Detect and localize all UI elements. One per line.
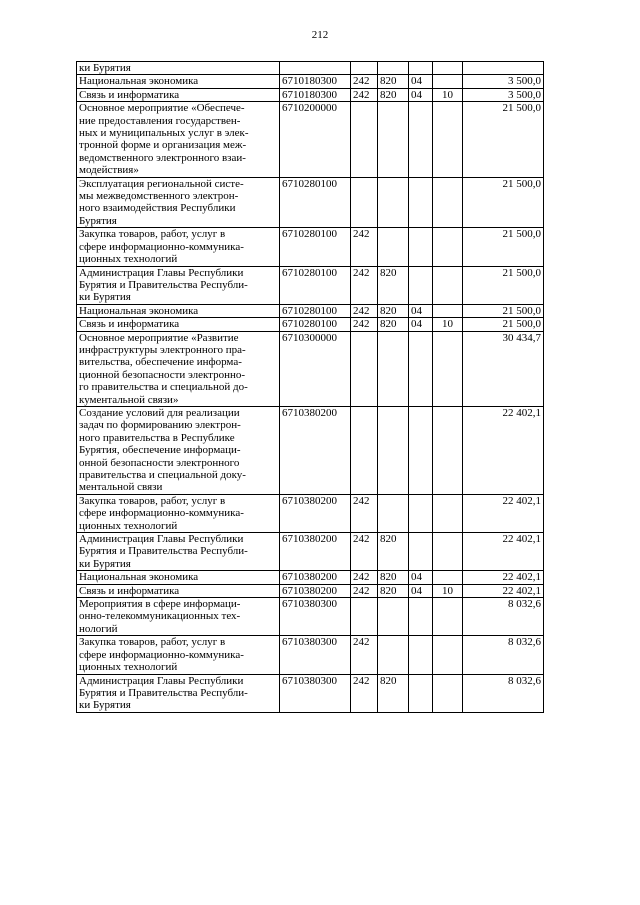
budget-table — [76, 61, 544, 713]
page-number: 212 — [311, 29, 329, 41]
row-vr-cell: 242 — [351, 636, 378, 674]
row-rz-cell: 04 — [409, 584, 433, 597]
row-name-cell: Национальная экономика — [77, 571, 280, 584]
table-row — [77, 304, 544, 317]
row-csr-cell: 6710380200 — [280, 571, 351, 584]
row-pr-cell — [433, 494, 463, 532]
row-sum-cell: 8 032,6 — [463, 636, 544, 674]
table-row — [77, 177, 544, 228]
row-name-cell: Администрация Главы Республики Бурятия и Правительства Республи- ки Бурятия — [77, 674, 280, 712]
row-vr-cell: 242 — [351, 318, 378, 331]
row-rz-cell — [409, 406, 433, 494]
table-row — [77, 533, 544, 571]
row-name-cell: Основное мероприятие «Развитие инфраструктуры электронного пра- вительства, обеспечение информа- ционной безопасности электронно- го правительства и специальной до- кументальной связи» — [77, 331, 280, 406]
row-sum-cell: 8 032,6 — [463, 598, 544, 636]
row-csr-cell: 6710380300 — [280, 674, 351, 712]
table-row — [77, 494, 544, 532]
table-row — [77, 62, 544, 75]
row-vr-cell: 242 — [351, 494, 378, 532]
row-sum-cell: 21 500,0 — [463, 177, 544, 228]
row-rz-cell — [409, 598, 433, 636]
row-csr-cell: 6710280100 — [280, 304, 351, 317]
table-row — [77, 674, 544, 712]
row-csr-cell: 6710300000 — [280, 331, 351, 406]
row-rz-cell — [409, 177, 433, 228]
row-name-cell: Национальная экономика — [77, 75, 280, 88]
row-pr-cell: 10 — [433, 584, 463, 597]
row-sum-cell: 22 402,1 — [463, 571, 544, 584]
row-grbs-cell — [378, 102, 409, 177]
row-pr-cell: 10 — [433, 318, 463, 331]
row-csr-cell: 6710380300 — [280, 598, 351, 636]
row-rz-cell — [409, 228, 433, 266]
row-grbs-cell — [378, 636, 409, 674]
row-grbs-cell: 820 — [378, 304, 409, 317]
row-sum-cell: 3 500,0 — [463, 75, 544, 88]
row-pr-cell — [433, 533, 463, 571]
row-name-cell: Закупка товаров, работ, услуг в сфере информационно-коммуника- ционных технологий — [77, 228, 280, 266]
row-grbs-cell: 820 — [378, 266, 409, 304]
row-pr-cell: 10 — [433, 88, 463, 101]
row-pr-cell — [433, 674, 463, 712]
row-sum-cell: 22 402,1 — [463, 494, 544, 532]
row-name-cell: Администрация Главы Республики Бурятия и Правительства Республи- ки Бурятия — [77, 533, 280, 571]
row-pr-cell — [433, 571, 463, 584]
row-pr-cell — [433, 228, 463, 266]
row-grbs-cell: 820 — [378, 571, 409, 584]
row-grbs-cell — [378, 494, 409, 532]
row-sum-cell: 21 500,0 — [463, 266, 544, 304]
row-sum-cell — [463, 62, 544, 75]
row-name-cell: Закупка товаров, работ, услуг в сфере информационно-коммуника- ционных технологий — [77, 494, 280, 532]
row-rz-cell — [409, 266, 433, 304]
row-pr-cell — [433, 636, 463, 674]
table-row — [77, 571, 544, 584]
row-vr-cell: 242 — [351, 584, 378, 597]
row-grbs-cell: 820 — [378, 584, 409, 597]
table-row — [77, 318, 544, 331]
row-rz-cell — [409, 494, 433, 532]
row-name-cell: Эксплуатация региональной систе- мы межведомственного электрон- ного взаимодействия Республики Бурятия — [77, 177, 280, 228]
row-grbs-cell — [378, 228, 409, 266]
row-name-cell: Связь и информатика — [77, 584, 280, 597]
row-csr-cell: 6710380200 — [280, 494, 351, 532]
row-grbs-cell: 820 — [378, 88, 409, 101]
row-rz-cell — [409, 533, 433, 571]
row-pr-cell — [433, 406, 463, 494]
row-pr-cell — [433, 177, 463, 228]
row-csr-cell: 6710380300 — [280, 636, 351, 674]
row-csr-cell: 6710200000 — [280, 102, 351, 177]
row-vr-cell: 242 — [351, 266, 378, 304]
row-vr-cell: 242 — [351, 533, 378, 571]
row-rz-cell: 04 — [409, 304, 433, 317]
row-name-cell: Мероприятия в сфере информаци- онно-телекоммуникационных тех- нологий — [77, 598, 280, 636]
row-sum-cell: 21 500,0 — [463, 304, 544, 317]
budget-table-body — [77, 62, 544, 713]
row-pr-cell — [433, 75, 463, 88]
row-rz-cell: 04 — [409, 75, 433, 88]
row-rz-cell — [409, 62, 433, 75]
row-csr-cell: 6710380200 — [280, 406, 351, 494]
table-row — [77, 331, 544, 406]
row-name-cell: Администрация Главы Республики Бурятия и Правительства Республи- ки Бурятия — [77, 266, 280, 304]
row-sum-cell: 21 500,0 — [463, 228, 544, 266]
row-csr-cell: 6710280100 — [280, 228, 351, 266]
row-name-cell: ки Бурятия — [77, 62, 280, 75]
row-vr-cell: 242 — [351, 75, 378, 88]
row-csr-cell: 6710380200 — [280, 533, 351, 571]
row-sum-cell: 22 402,1 — [463, 533, 544, 571]
table-row — [77, 266, 544, 304]
row-vr-cell — [351, 331, 378, 406]
row-name-cell: Основное мероприятие «Обеспече- ние предоставления государствен- ных и муниципальных услуг в элек- тронной форме и организация меж- ведомственного электронного взаи- модействия» — [77, 102, 280, 177]
row-name-cell: Создание условий для реализации задач по формированию электрон- ного правительства в Республике Бурятия, обеспечение информаци- онной безопасности электронного правительства и специальной доку- ментальной связи — [77, 406, 280, 494]
row-grbs-cell: 820 — [378, 674, 409, 712]
row-vr-cell — [351, 102, 378, 177]
row-vr-cell: 242 — [351, 304, 378, 317]
table-row — [77, 406, 544, 494]
row-pr-cell — [433, 62, 463, 75]
row-grbs-cell: 820 — [378, 75, 409, 88]
row-pr-cell — [433, 102, 463, 177]
table-row — [77, 88, 544, 101]
row-sum-cell: 22 402,1 — [463, 584, 544, 597]
row-vr-cell: 242 — [351, 571, 378, 584]
row-grbs-cell: 820 — [378, 533, 409, 571]
row-rz-cell — [409, 674, 433, 712]
row-csr-cell: 6710280100 — [280, 266, 351, 304]
row-grbs-cell: 820 — [378, 318, 409, 331]
row-csr-cell: 6710180300 — [280, 88, 351, 101]
row-rz-cell: 04 — [409, 88, 433, 101]
row-sum-cell: 21 500,0 — [463, 102, 544, 177]
table-row — [77, 102, 544, 177]
row-rz-cell: 04 — [409, 571, 433, 584]
table-row — [77, 228, 544, 266]
row-rz-cell: 04 — [409, 318, 433, 331]
row-vr-cell — [351, 177, 378, 228]
row-vr-cell: 242 — [351, 228, 378, 266]
row-grbs-cell — [378, 62, 409, 75]
row-pr-cell — [433, 598, 463, 636]
row-sum-cell: 30 434,7 — [463, 331, 544, 406]
row-rz-cell — [409, 636, 433, 674]
row-vr-cell — [351, 62, 378, 75]
row-name-cell: Закупка товаров, работ, услуг в сфере информационно-коммуника- ционных технологий — [77, 636, 280, 674]
row-vr-cell — [351, 598, 378, 636]
row-csr-cell: 6710280100 — [280, 177, 351, 228]
row-sum-cell: 3 500,0 — [463, 88, 544, 101]
row-sum-cell: 22 402,1 — [463, 406, 544, 494]
row-grbs-cell — [378, 598, 409, 636]
table-row — [77, 598, 544, 636]
row-csr-cell — [280, 62, 351, 75]
row-csr-cell: 6710180300 — [280, 75, 351, 88]
row-rz-cell — [409, 102, 433, 177]
row-name-cell: Связь и информатика — [77, 318, 280, 331]
table-row — [77, 584, 544, 597]
row-pr-cell — [433, 304, 463, 317]
row-sum-cell: 21 500,0 — [463, 318, 544, 331]
row-csr-cell: 6710380200 — [280, 584, 351, 597]
row-pr-cell — [433, 266, 463, 304]
row-grbs-cell — [378, 406, 409, 494]
row-pr-cell — [433, 331, 463, 406]
row-vr-cell — [351, 406, 378, 494]
row-csr-cell: 6710280100 — [280, 318, 351, 331]
row-name-cell: Связь и информатика — [77, 88, 280, 101]
table-row — [77, 75, 544, 88]
row-grbs-cell — [378, 177, 409, 228]
row-rz-cell — [409, 331, 433, 406]
row-vr-cell: 242 — [351, 674, 378, 712]
table-row — [77, 636, 544, 674]
row-name-cell: Национальная экономика — [77, 304, 280, 317]
row-sum-cell: 8 032,6 — [463, 674, 544, 712]
row-vr-cell: 242 — [351, 88, 378, 101]
row-grbs-cell — [378, 331, 409, 406]
